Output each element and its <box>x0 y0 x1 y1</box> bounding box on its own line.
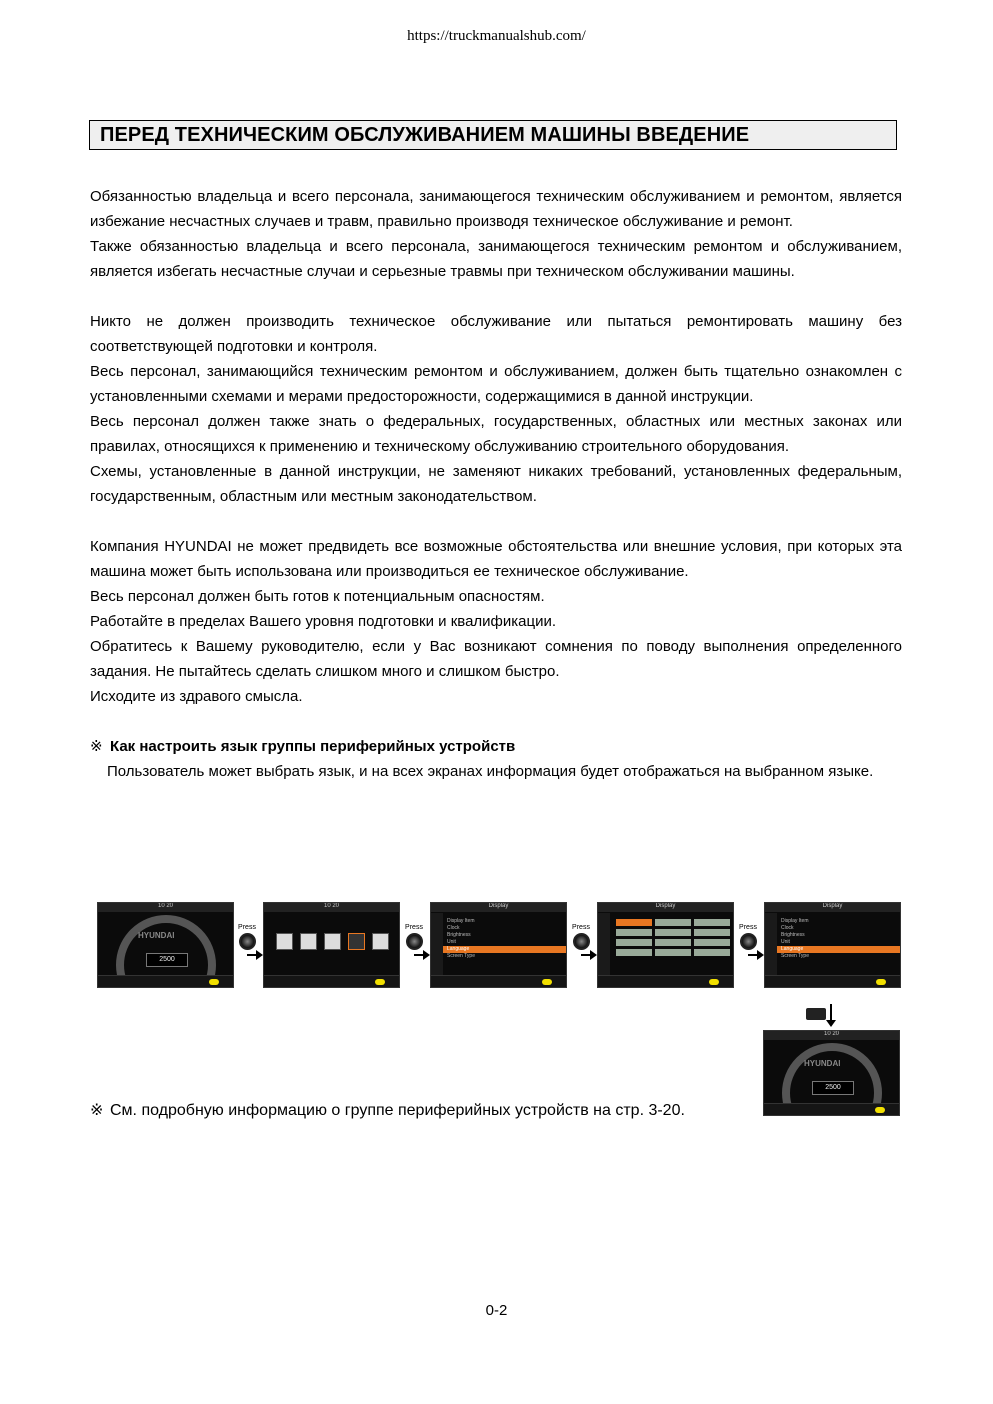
section-title-box <box>89 120 897 150</box>
monitoring-icon <box>300 933 317 950</box>
screen-sequence <box>97 902 902 988</box>
language-grid <box>616 919 730 956</box>
language-screen <box>597 902 734 988</box>
mode-icon <box>276 933 293 950</box>
display-menu-screen <box>430 902 567 988</box>
arrow-right-icon <box>748 954 762 956</box>
press-label: Press <box>739 924 757 931</box>
menu-item: Unit <box>781 939 790 945</box>
indicator-icon <box>709 979 719 985</box>
body-text <box>90 184 902 784</box>
brand-logo: HYUNDAI <box>804 1059 841 1068</box>
knob-icon <box>406 933 423 950</box>
menu-item: Screen Type <box>447 953 475 959</box>
note-title: Как настроить язык группы периферийных устройств <box>110 738 516 755</box>
menu-item: Screen Type <box>781 953 809 959</box>
note-heading <box>90 734 902 759</box>
display-menu-screen-updated <box>764 902 901 988</box>
menu-icons <box>276 933 389 950</box>
menu-screen <box>263 902 400 988</box>
indicator-icon <box>875 1107 885 1113</box>
press-step <box>232 924 262 950</box>
note-text: Пользователь может выбрать язык, и на всех экранах информация будет отображаться на выбранном языке. <box>107 763 874 780</box>
paragraph: Весь персонал, занимающийся техническим ремонтом и обслуживанием, должен быть тщательно ознакомлен с установленными схемами и мерами предосторожности, содержащимися в данной инструкции. <box>90 363 902 405</box>
press-step <box>399 924 429 950</box>
paragraph: Обратитесь к Вашему руководителю, если у Вас возникают сомнения по поводу выполнения определенного задания. Не пытайтесь сделать слишком много и слишком быстро. <box>90 638 902 680</box>
menu-item: Display Item <box>447 918 475 924</box>
source-url[interactable]: https://truckmanualshub.com/ <box>407 28 586 44</box>
menu-item: Brightness <box>447 932 471 938</box>
menu-item: Clock <box>447 925 460 931</box>
menu-item-selected: Language <box>431 946 566 953</box>
brand-logo: HYUNDAI <box>138 931 175 940</box>
reference-mark-icon: ※ <box>90 738 103 755</box>
menu-item: Display Item <box>781 918 809 924</box>
see-reference-text: См. подробную информацию о группе периферийных устройств на стр. 3-20. <box>110 1102 685 1119</box>
paragraph: Никто не должен производить техническое обслуживание или пытаться ремонтировать машину без соответствующей подготовки и контроля. <box>90 313 902 355</box>
indicator-icon <box>209 979 219 985</box>
paragraph: Также обязанностью владельца и всего персонала, занимающегося техническим ремонтом и обслуживанием, является избегать несчастные случаи и серьезные травмы при техническом обслуживании машины. <box>90 238 902 280</box>
menu-item: Clock <box>781 925 794 931</box>
press-label: Press <box>405 924 423 931</box>
indicator-icon <box>375 979 385 985</box>
menu-item: Unit <box>447 939 456 945</box>
rpm-readout: 2500 <box>146 953 188 967</box>
indicator-icon <box>542 979 552 985</box>
press-label: Press <box>238 924 256 931</box>
utilities-icon <box>372 933 389 950</box>
rpm-readout: 2500 <box>812 1081 854 1095</box>
knob-icon <box>573 933 590 950</box>
see-reference <box>90 1100 685 1120</box>
press-step <box>566 924 596 950</box>
back-key-icon <box>806 1008 826 1020</box>
paragraph: Работайте в пределах Вашего уровня подготовки и квалификации. <box>90 613 557 630</box>
indicator-icon <box>876 979 886 985</box>
paragraph: Схемы, установленные в данной инструкции, не заменяют никаких требований, установленных федеральным, государственным, областным или местным законодательством. <box>90 463 902 505</box>
menu-item: Brightness <box>781 932 805 938</box>
arrow-right-icon <box>247 954 261 956</box>
press-label: Press <box>572 924 590 931</box>
arrow-right-icon <box>414 954 428 956</box>
page-number: 0-2 <box>485 1302 508 1319</box>
arrow-right-icon <box>581 954 595 956</box>
reference-mark-icon: ※ <box>90 1102 104 1119</box>
clock-display: 10 20 <box>98 903 233 912</box>
paragraph: Весь персонал должен также знать о федеральных, государственных, областных или местных законах или правилах, относящихся к применению и техническому обслуживанию строительного оборудования. <box>90 413 902 455</box>
display-header: Display <box>765 903 900 912</box>
clock-display: 10 20 <box>264 903 399 912</box>
knob-icon <box>239 933 256 950</box>
menu-item-selected: Language <box>765 946 900 953</box>
gauge-screen-final <box>763 1030 900 1116</box>
section-title: ПЕРЕД ТЕХНИЧЕСКИМ ОБСЛУЖИВАНИЕМ МАШИНЫ ВВЕДЕНИЕ <box>100 124 750 146</box>
knob-icon <box>740 933 757 950</box>
paragraph: Весь персонал должен быть готов к потенциальным опасностям. <box>90 588 545 605</box>
display-header: Display <box>431 903 566 912</box>
management-icon <box>324 933 341 950</box>
gauge-screen <box>97 902 234 988</box>
clock-display: 10 20 <box>764 1031 899 1040</box>
paragraph: Обязанностью владельца и всего персонала, занимающегося техническим обслуживанием и ремонтом, является избежание несчастных случаев и травм, правильно производя техническое обслуживание и ремонт. <box>90 188 902 230</box>
press-step <box>733 924 763 950</box>
paragraph: Исходите из здравого смысла. <box>90 688 303 705</box>
display-icon <box>348 933 365 950</box>
paragraph: Компания HYUNDAI не может предвидеть все возможные обстоятельства или внешние условия, при которых эта машина может быть использована или производиться ее техническое обслуживание. <box>90 538 902 580</box>
display-header: Display <box>598 903 733 912</box>
